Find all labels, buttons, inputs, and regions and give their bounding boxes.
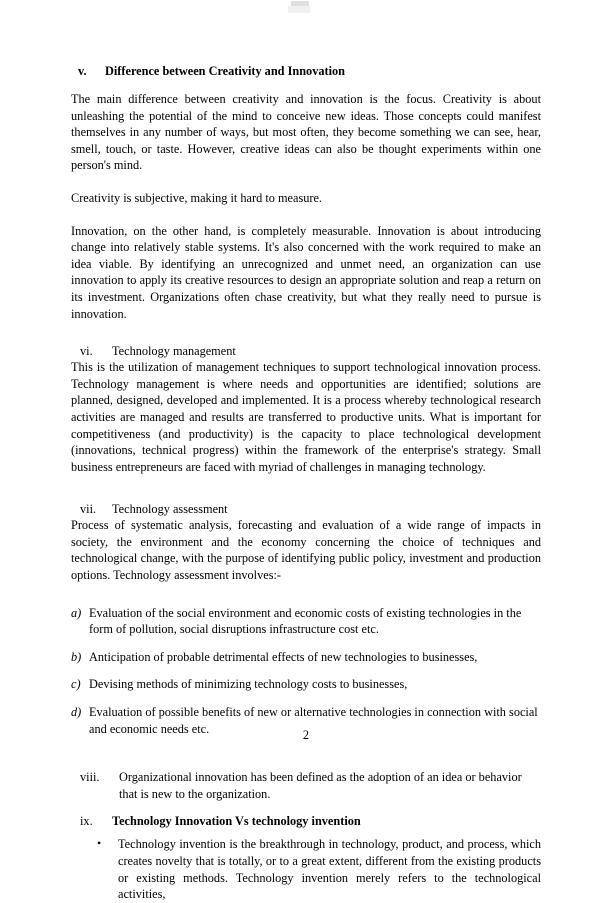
page-content — [71, 63, 541, 903]
spacer — [71, 475, 541, 501]
section-title-vi: Technology management — [112, 344, 236, 359]
section-v-paragraph-1: The main difference between creativity and innovation is the focus. Creativity is about unleashing the potential of the mind to conceive new ideas. Those concepts could manifest themselves in any number of ways, but most often, they become something we can see, hear, smell, touch, or taste. However, creative ideas can also be thought experiments within one person's mind. — [71, 92, 541, 173]
list-item — [71, 649, 541, 666]
list-item-text: Anticipation of probable detrimental effects of new technologies to businesses, — [89, 649, 478, 664]
list-marker: a) — [71, 605, 82, 620]
section-item-viii — [71, 769, 541, 802]
list-item-text: Evaluation of the social environment and economic costs of existing technologies in the form of pollution, social disruptions infrastructure cost etc. — [89, 605, 522, 637]
section-heading-ix — [71, 813, 541, 829]
section-numeral-vi: vi. — [80, 344, 93, 359]
page-number: 2 — [302, 728, 310, 742]
scan-artifact-secondary — [288, 6, 310, 13]
section-v-paragraph-3: Innovation, on the other hand, is completely measurable. Innovation is about introducing change into relatively stable systems. It's also concerned with the work required to make an idea viable. By identifying an unrecognized and unmet need, an organization can use innovation to apply its creative resources to design an appropriate solution and reap a return on its investment. Organizations often chase creativity, but what they really need to pursue is innovation. — [71, 223, 541, 321]
spacer — [71, 748, 541, 769]
spacer — [71, 584, 541, 605]
section-numeral-ix: ix. — [80, 814, 93, 829]
list-marker: b) — [71, 649, 82, 664]
section-heading-v — [71, 63, 541, 80]
section-heading-vi — [71, 343, 541, 359]
section-numeral-viii: viii. — [80, 770, 100, 785]
section-title-vii: Technology assessment — [112, 502, 228, 517]
list-marker: c) — [71, 677, 81, 692]
section-numeral-v: v. — [78, 64, 87, 78]
list-item-text: Devising methods of minimizing technology costs to businesses, — [89, 677, 408, 692]
section-viii-text: Organizational innovation has been defined as the adoption of an idea or behavior that is new to the organization. — [119, 770, 522, 801]
section-numeral-vii: vii. — [80, 502, 97, 517]
section-v-paragraph-2: Creativity is subjective, making it hard to measure. — [71, 190, 322, 205]
list-item-text: Evaluation of possible benefits of new or alternative technologies in connection with social and economic needs etc. — [89, 705, 538, 736]
spacer — [71, 802, 541, 813]
spacer — [71, 174, 541, 190]
section-title-ix: Technology Innovation Vs technology invention — [112, 814, 361, 829]
section-vii-paragraph-1: Process of systematic analysis, forecasting and evaluation of a wide range of impacts in society, the environment and the economy concerning the choice of techniques and technological change, with the purpose of identifying public policy, investment and production options. Technology assessment involves:- — [71, 518, 541, 583]
list-item — [71, 605, 541, 638]
bullet-list-item — [71, 836, 541, 902]
section-vi-paragraph-1: This is the utilization of management techniques to support technological innovation process. Technology management is where needs and opportunities are identified; solutions are planned, designed, developed and implemented. It is a process whereby technological research activities are managed and results are transferred to productive units. What is important for competitiveness (and productivity) is the capacity to place technological development (innovations, technical progress) within the framework of the enterprise's strategy. Small business entrepreneurs are faced with myriad of challenges in managing technology. — [71, 360, 541, 474]
list-item — [71, 676, 541, 693]
spacer — [71, 207, 541, 223]
spacer — [71, 322, 541, 343]
list-marker: d) — [71, 705, 82, 720]
section-title-v: Difference between Creativity and Innovation — [105, 64, 345, 78]
section-heading-vii — [71, 501, 541, 517]
bullet-point-icon: • — [97, 836, 102, 851]
bullet-item-text: Technology invention is the breakthrough in technology, product, and process, which creates novelty that is totally, or to a great extent, different from the existing products or existing methods. Technology invention merely refers to the technological activities, — [118, 837, 541, 902]
